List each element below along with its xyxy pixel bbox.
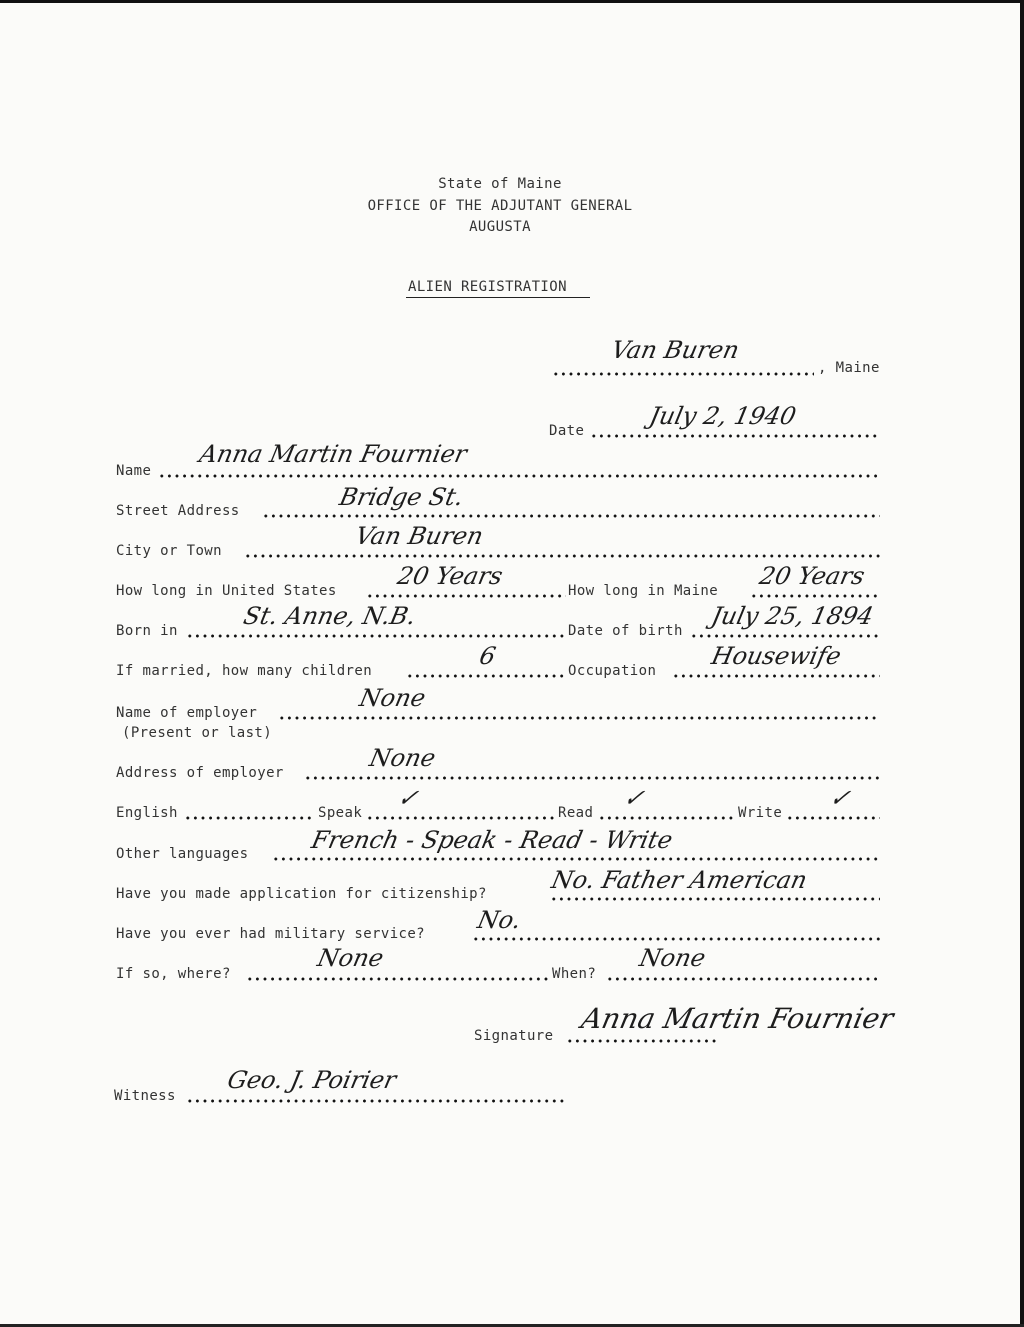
english-label: English [116, 805, 178, 821]
form-title-underline [406, 297, 590, 298]
dob-dots [690, 634, 880, 638]
military-dots [472, 937, 880, 941]
header-state: State of Maine [438, 176, 562, 192]
name-dots [158, 474, 880, 478]
english-write-dots [786, 816, 880, 820]
maine-duration-label: How long in Maine [568, 583, 719, 599]
when-dots [606, 977, 880, 981]
other-languages-value: French - Speak - Read - Write [309, 826, 676, 854]
signature-value: Anna Martin Fournier [578, 1002, 897, 1035]
dob-value: July 25, 1894 [709, 602, 876, 630]
when-value: None [637, 944, 709, 972]
signature-label: Signature [474, 1028, 554, 1044]
english-read-label: Read [558, 805, 594, 821]
citizenship-value: No. Father American [549, 866, 810, 894]
date-dots [590, 434, 880, 438]
english-read-value: ✓ [621, 784, 648, 812]
scan-border-top [0, 0, 1024, 3]
witness-dots [186, 1099, 568, 1103]
form-title: ALIEN REGISTRATION [408, 279, 567, 295]
children-dots [406, 674, 566, 678]
scan-border-right [1020, 0, 1024, 1327]
english-dots [184, 816, 314, 820]
us-duration-label: How long in United States [116, 583, 337, 599]
citizenship-label: Have you made application for citizenship? [116, 886, 487, 902]
where-dots [246, 977, 548, 981]
children-label: If married, how many children [116, 663, 373, 679]
military-value: No. [475, 906, 524, 934]
military-label: Have you ever had military service? [116, 926, 426, 942]
name-value: Anna Martin Fournier [197, 440, 470, 468]
street-address-dots [262, 514, 880, 518]
english-read-dots [598, 816, 736, 820]
us-duration-value: 20 Years [395, 562, 506, 590]
occupation-label: Occupation [568, 663, 657, 679]
citizenship-dots [550, 897, 880, 901]
name-label: Name [116, 463, 152, 479]
dob-label: Date of birth [568, 623, 683, 639]
english-speak-value: ✓ [395, 784, 422, 812]
header-office: OFFICE OF THE ADJUTANT GENERAL [367, 198, 633, 214]
street-address-value: Bridge St. [337, 483, 467, 511]
occupation-dots [672, 674, 880, 678]
date-label: Date [549, 423, 585, 439]
city-value: Van Buren [353, 522, 486, 550]
employer-label: Name of employer [116, 705, 258, 721]
born-in-value: St. Anne, N.B. [241, 602, 419, 630]
other-languages-label: Other languages [116, 846, 249, 862]
english-speak-label: Speak [318, 805, 363, 821]
city-label: City or Town [116, 543, 222, 559]
maine-duration-dots [750, 594, 880, 598]
employer-sublabel: (Present or last) [122, 725, 273, 741]
city-dots [244, 554, 880, 558]
english-speak-dots [366, 816, 556, 820]
witness-label: Witness [114, 1088, 176, 1104]
born-in-dots [186, 634, 566, 638]
children-value: 6 [477, 642, 499, 670]
where-value: None [315, 944, 387, 972]
where-label: If so, where? [116, 966, 231, 982]
street-address-label: Street Address [116, 503, 240, 519]
signature-dots [566, 1039, 716, 1043]
date-value: July 2, 1940 [647, 402, 799, 430]
location-town-value: Van Buren [609, 336, 742, 364]
employer-address-value: None [367, 744, 439, 772]
when-label: When? [552, 966, 597, 982]
employer-value: None [357, 684, 429, 712]
witness-value: Geo. J. Poirier [225, 1066, 399, 1094]
other-languages-dots [272, 857, 880, 861]
us-duration-dots [366, 594, 566, 598]
employer-dots [278, 716, 880, 720]
english-write-value: ✓ [827, 784, 854, 812]
location-dots [552, 372, 814, 376]
maine-duration-value: 20 Years [757, 562, 868, 590]
employer-address-dots [304, 776, 880, 780]
english-write-label: Write [738, 805, 783, 821]
location-state: , Maine [818, 360, 880, 376]
born-in-label: Born in [116, 623, 178, 639]
employer-address-label: Address of employer [116, 765, 284, 781]
occupation-value: Housewife [709, 642, 844, 670]
header-city: AUGUSTA [469, 219, 531, 235]
